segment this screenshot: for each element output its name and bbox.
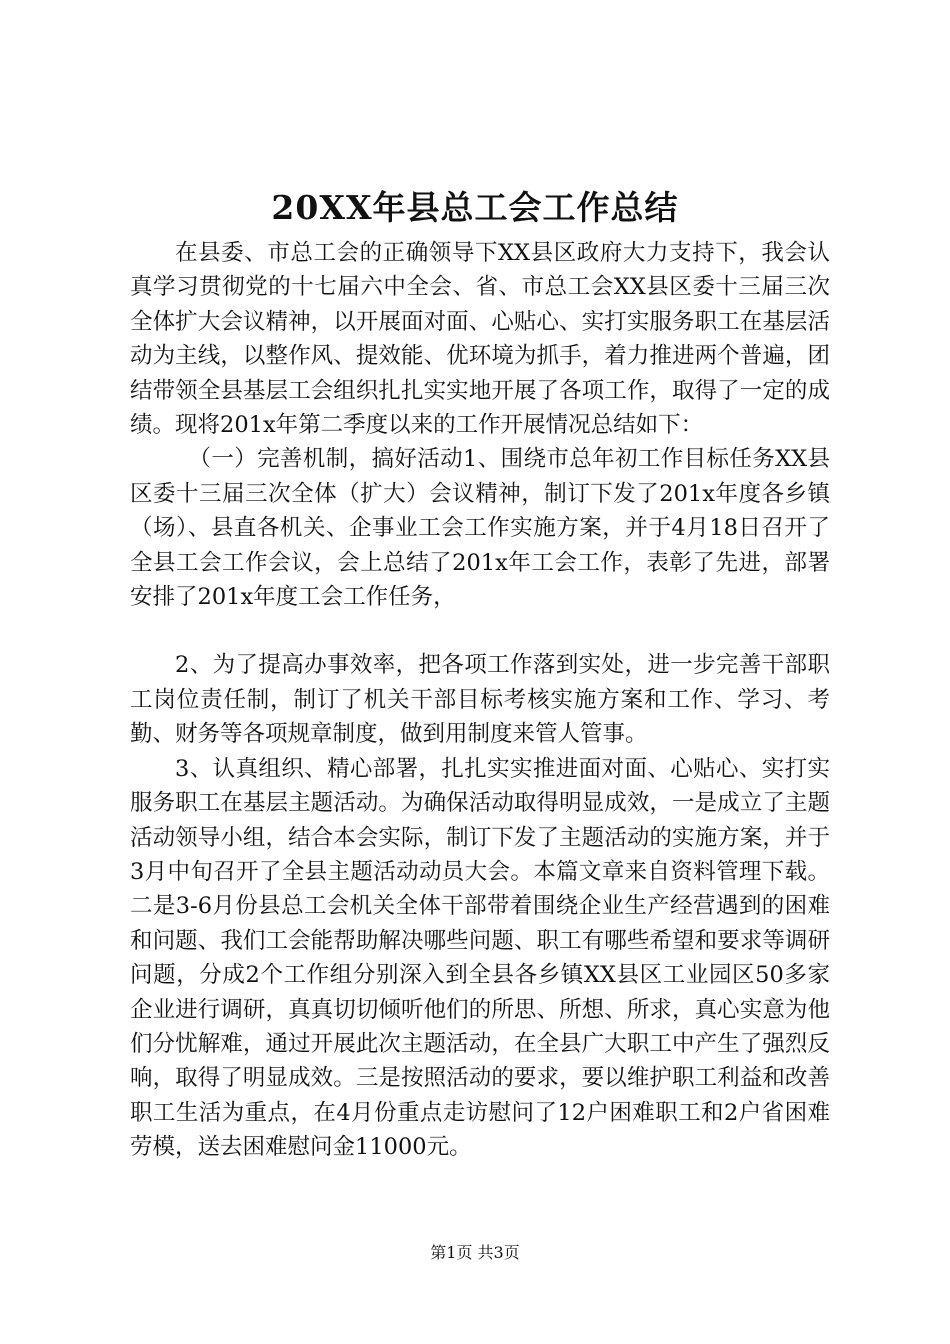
paragraph-intro: 在县委、市总工会的正确领导下XX县区政府大力支持下，我会认真学习贯彻党的十七届六中全会、省、市总工会XX县区委十三届三次全体扩大会议精神，以开展面对面、心贴心、实打实服务职工在基层活动为主线，以整作风、提效能、优环境为抓手，着力推进两个普遍，团结带领全县基层工会组织扎扎实实地开展了各项工作，取得了一定的成绩。现将201x年第二季度以来的工作开展情况总结如下： bbox=[130, 240, 830, 439]
document-title: 20XX年县总工会工作总结 bbox=[271, 188, 679, 227]
paragraph-section-1: （一）完善机制，搞好活动1、围绕市总年初工作目标任务XX县区委十三届三次全体（扩大）会议精神，制订下发了201x年度各乡镇（场）、县直各机关、企事业工会工作实施方案，并于4月18日召开了全县工会工作会议，会上总结了201x年工会工作，表彰了先进，部署安排了201x年度工会工作任务， bbox=[130, 446, 830, 611]
page-number-footer: 第1页 共3页 bbox=[430, 1243, 520, 1262]
paragraph-item-2: 2、为了提高办事效率，把各项工作落到实处，进一步完善干部职工岗位责任制，制订了机关干部目标考核实施方案和工作、学习、考勤、财务等各项规章制度，做到用制度来管人管事。 bbox=[130, 652, 830, 748]
document-body bbox=[130, 236, 830, 1165]
paragraph-item-3: 3、认真组织、精心部署，扎扎实实推进面对面、心贴心、实打实服务职工在基层主题活动。为确保活动取得明显成效，一是成立了主题活动领导小组，结合本会实际，制订下发了主题活动的实施方案，并于3月中旬召开了全县主题活动动员大会。本篇文章来自资料管理下载。二是3-6月份县总工会机关全体干部带着围绕企业生产经营遇到的困难和问题、我们工会能帮助解决哪些问题、职工有哪些希望和要求等调研问题，分成2个工作组分别深入到全县各乡镇XX县区工业园区50多家企业进行调研，真真切切倾听他们的所思、所想、所求，真心实意为他们分忧解难，通过开展此次主题活动，在全县广大职工中产生了强烈反响，取得了明显成效。三是按照活动的要求，要以维护职工利益和改善职工生活为重点，在4月份重点走访慰问了12户困难职工和2户省困难劳模，送去困难慰问金11000元。 bbox=[130, 755, 830, 1161]
